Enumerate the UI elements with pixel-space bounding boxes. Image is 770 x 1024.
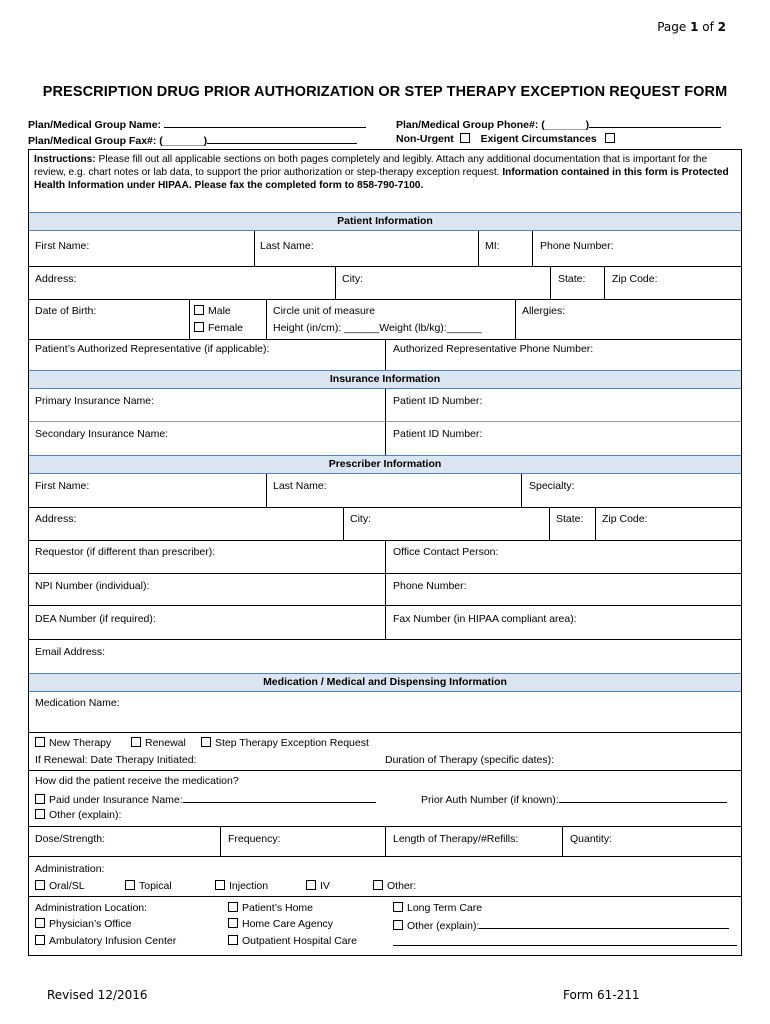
npi-label: NPI Number (individual): [35, 580, 150, 592]
long-term-option[interactable]: Long Term Care [393, 902, 482, 914]
divider [385, 826, 386, 856]
prescriber-city-label: City: [350, 513, 371, 525]
authorized-rep-label: Patient’s Authorized Representative (if applicable): [35, 343, 270, 355]
male-checkbox[interactable] [194, 305, 204, 315]
authorized-rep-phone-label: Authorized Representative Phone Number: [393, 343, 594, 355]
male-option[interactable]: Male [194, 305, 231, 317]
plan-fax-field[interactable]: Plan/Medical Group Fax#: (_______) [28, 133, 357, 147]
oral-option[interactable]: Oral/SL [35, 880, 85, 892]
divider [595, 507, 596, 540]
divider [385, 540, 386, 639]
other-location-checkbox[interactable] [393, 920, 403, 930]
divider [266, 299, 267, 339]
primary-insurance-label: Primary Insurance Name: [35, 395, 155, 407]
urgency-options [396, 133, 619, 145]
patient-phone-label: Phone Number: [540, 240, 614, 252]
frequency-label: Frequency: [228, 833, 281, 845]
quantity-label: Quantity: [570, 833, 613, 845]
prescriber-address-label: Address: [35, 513, 77, 525]
requestor-label: Requestor (if different than prescriber): [35, 546, 216, 558]
ambulatory-checkbox[interactable] [35, 935, 45, 945]
outpatient-checkbox[interactable] [228, 935, 238, 945]
divider [385, 389, 386, 455]
divider [385, 339, 386, 370]
admin-location-label: Administration Location: [35, 902, 148, 914]
physician-office-checkbox[interactable] [35, 918, 45, 928]
patient-address-label: Address: [35, 273, 77, 285]
insurance-info-header: Insurance Information [29, 370, 741, 389]
prescriber-specialty-label: Specialty: [529, 480, 575, 492]
prescriber-fax-label: Fax Number (in HIPAA compliant area): [393, 613, 577, 625]
prescriber-last-name-label: Last Name: [273, 480, 327, 492]
step-exception-checkbox[interactable] [201, 737, 211, 747]
prescriber-first-name-label: First Name: [35, 480, 90, 492]
row-divider [29, 896, 741, 897]
prescriber-zip-label: Zip Code: [602, 513, 648, 525]
home-care-option[interactable]: Home Care Agency [228, 918, 333, 930]
divider [189, 299, 190, 339]
renewal-checkbox[interactable] [131, 737, 141, 747]
other-location-option[interactable]: Other (explain): [393, 918, 729, 932]
paid-insurance-checkbox[interactable] [35, 794, 45, 804]
other-explain-option[interactable]: Other (explain): [35, 809, 121, 821]
exigent-checkbox[interactable] [605, 133, 615, 143]
topical-option[interactable]: Topical [125, 880, 172, 892]
renewal-option[interactable]: Renewal [131, 737, 186, 749]
divider [266, 474, 267, 507]
how-received-label: How did the patient receive the medication? [35, 775, 239, 787]
divider [478, 231, 479, 266]
primary-patient-id-label: Patient ID Number: [393, 395, 483, 407]
instructions: Instructions: Please fill out all applicable sections on both pages completely and legibly. Attach any additional documentation that is important for the review, e.g. chart notes or lab data, to support the prior authorization or step-therapy exception request. Information contained in this form is Protected Health Information under HIPAA. Please fax the completed form to 858-790-7100. [34, 154, 729, 191]
revised-date: Revised 12/2016 [47, 988, 148, 1002]
other-location-line[interactable] [393, 945, 737, 946]
injection-checkbox[interactable] [215, 880, 225, 890]
divider [343, 507, 344, 540]
home-care-checkbox[interactable] [228, 918, 238, 928]
female-option[interactable]: Female [194, 322, 243, 334]
long-term-checkbox[interactable] [393, 902, 403, 912]
office-contact-label: Office Contact Person: [393, 546, 499, 558]
new-therapy-checkbox[interactable] [35, 737, 45, 747]
patient-info-header: Patient Information [29, 212, 741, 231]
divider [604, 266, 605, 299]
row-divider [29, 266, 741, 267]
injection-option[interactable]: Injection [215, 880, 268, 892]
patient-mi-label: MI: [485, 240, 500, 252]
iv-checkbox[interactable] [306, 880, 316, 890]
patient-home-option[interactable]: Patient’s Home [228, 902, 313, 914]
physician-office-option[interactable]: Physician’s Office [35, 918, 131, 930]
divider [220, 826, 221, 856]
prescriber-phone-label: Phone Number: [393, 580, 467, 592]
dea-label: DEA Number (if required): [35, 613, 156, 625]
divider [550, 266, 551, 299]
paid-insurance-option[interactable]: Paid under Insurance Name: [35, 792, 376, 806]
renewal-date-label: If Renewal: Date Therapy Initiated: [35, 754, 197, 766]
divider [335, 266, 336, 299]
row-divider [29, 639, 741, 640]
row-divider [29, 732, 741, 733]
secondary-insurance-label: Secondary Insurance Name: [35, 428, 169, 440]
other-admin-option[interactable]: Other: [373, 880, 416, 892]
divider [532, 231, 533, 266]
outpatient-option[interactable]: Outpatient Hospital Care [228, 935, 357, 947]
row-divider [29, 507, 741, 508]
oral-checkbox[interactable] [35, 880, 45, 890]
step-exception-option[interactable]: Step Therapy Exception Request [201, 737, 369, 749]
allergies-label: Allergies: [522, 305, 566, 317]
other-explain-checkbox[interactable] [35, 809, 45, 819]
row-divider [29, 856, 741, 857]
form-number: Form 61-211 [563, 988, 640, 1002]
row-divider [29, 770, 741, 771]
prior-auth-field[interactable]: Prior Auth Number (if known): [421, 792, 727, 806]
iv-option[interactable]: IV [306, 880, 330, 892]
patient-city-label: City: [342, 273, 363, 285]
medication-info-header: Medication / Medical and Dispensing Information [29, 673, 741, 692]
prescriber-info-header: Prescriber Information [29, 455, 741, 474]
length-label: Length of Therapy/#Refills: [393, 833, 519, 845]
height-weight-field[interactable]: Height (in/cm): ______Weight (lb/kg):______ [273, 322, 482, 334]
patient-dob-label: Date of Birth: [35, 305, 97, 317]
ambulatory-option[interactable]: Ambulatory Infusion Center [35, 935, 176, 947]
row-divider [29, 299, 741, 300]
non-urgent-checkbox[interactable] [460, 133, 470, 143]
patient-last-name-label: Last Name: [260, 240, 314, 252]
female-checkbox[interactable] [194, 322, 204, 332]
page-number: Page 1 of 2 [657, 20, 726, 34]
divider [549, 507, 550, 540]
divider [515, 299, 516, 339]
topical-checkbox[interactable] [125, 880, 135, 890]
administration-label: Administration: [35, 863, 105, 875]
dose-label: Dose/Strength: [35, 833, 106, 845]
other-admin-checkbox[interactable] [373, 880, 383, 890]
duration-label: Duration of Therapy (specific dates): [385, 754, 555, 766]
patient-zip-label: Zip Code: [612, 273, 658, 285]
prescriber-state-label: State: [556, 513, 584, 525]
patient-home-checkbox[interactable] [228, 902, 238, 912]
email-label: Email Address: [35, 646, 106, 658]
plan-phone-field[interactable]: Plan/Medical Group Phone#: (_______) [396, 117, 721, 131]
new-therapy-option[interactable]: New Therapy [35, 737, 111, 749]
medication-name-label: Medication Name: [35, 697, 120, 709]
divider [254, 231, 255, 266]
secondary-patient-id-label: Patient ID Number: [393, 428, 483, 440]
form-title: PRESCRIPTION DRUG PRIOR AUTHORIZATION OR STEP THERAPY EXCEPTION REQUEST FORM [42, 84, 728, 100]
patient-first-name-label: First Name: [35, 240, 90, 252]
plan-name-field[interactable]: Plan/Medical Group Name: [28, 117, 366, 131]
circle-unit-label: Circle unit of measure [273, 305, 376, 317]
exigent-label: Exigent Circumstances [480, 133, 597, 145]
non-urgent-label: Non-Urgent [396, 133, 454, 145]
divider [562, 826, 563, 856]
patient-state-label: State: [558, 273, 586, 285]
divider [521, 474, 522, 507]
